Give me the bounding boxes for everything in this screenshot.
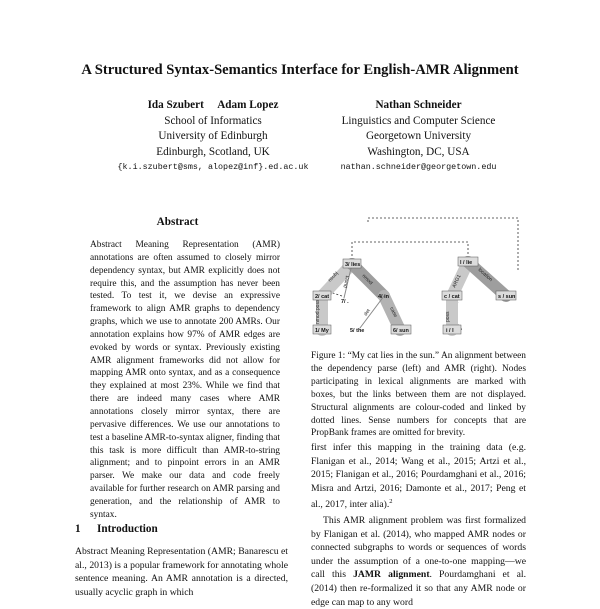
- edge-label: ARG1: [451, 273, 463, 289]
- caption-text: “My cat lies in the sun.” An alignment between the dependency parse (left) and AMR (right). Nodes participating in lexical alignments are marked with boxes, but the links between them are not displayed. Structural alignments are colour-coded and linked by dotted lines. Sense numbers for concepts that are PropBank frames are omitted for brevity.: [311, 351, 526, 439]
- caption-label: Figure 1:: [311, 351, 346, 361]
- figure-caption: [311, 350, 526, 440]
- dep-node: 3/ lies: [345, 262, 361, 268]
- institution-left: University of Edinburgh: [158, 130, 268, 142]
- section-heading: [75, 523, 158, 535]
- author-names-left: Ida Szubert Adam Lopez: [147, 99, 279, 111]
- author-block-left: [92, 98, 334, 176]
- affiliation-left: School of Informatics: [164, 114, 262, 127]
- paragraph-text: first infer this mapping in the training data (e.g. Flanigan et al., 2014; Wang et al., 2015; Artzi et al., 2015; Flanigan et al., 2016; Pourdamghani et al., 2016; Misra and Artzi, 2016; Damonte et al., 2017; Peng et al., 2017, inter alia).: [311, 442, 526, 511]
- alignment-figure: [300, 212, 535, 347]
- edge-label: det: [362, 308, 372, 318]
- footnote-mark: 2: [389, 498, 393, 506]
- intro-paragraph: Abstract Meaning Representation (AMR; Banarescu et al., 2013) is a popular framework for annotating whole sentence meaning. An AMR annotation is a directed, usually acyclic graph in which: [75, 546, 288, 598]
- location-left: Edinburgh, Scotland, UK: [156, 145, 270, 158]
- edge-label: nsubj: [327, 270, 340, 284]
- dep-node: 6/ sun: [393, 328, 409, 334]
- edge-label: poss: [445, 311, 451, 322]
- amr-node: i / I: [446, 328, 454, 334]
- dep-node: 2/ cat: [315, 294, 330, 300]
- edge-label: punct: [342, 275, 351, 289]
- paragraph-text: This AMR alignment problem was first formalized by Flanigan et al. (2014), who mapped AMR nodes or connected subgraphs to words or sequences of words under the assumption of a one-to-one mapping—we call this: [311, 515, 526, 581]
- affiliation-right: Linguistics and Computer Science: [341, 114, 496, 127]
- alignment-link: [368, 218, 518, 272]
- amr-node: l / lie: [460, 260, 473, 266]
- edge-label: case: [388, 306, 399, 319]
- edge-label: nmod: [360, 273, 374, 287]
- paragraph-text: . Pourdamghani et al. (2014) then re-formalized it so that any AMR node or edge can map to any word: [311, 569, 527, 608]
- section-number: 1: [75, 523, 81, 535]
- edge-label: nmod:poss: [315, 299, 321, 324]
- abstract-heading: Abstract: [156, 216, 199, 228]
- abstract-text: Abstract Meaning Representation (AMR) annotations are often assumed to closely mirror dependency syntax, but AMR explicitly does not require this, and the assumption has never been tested. To test it, we devise an expressive framework to align AMR graphs to dependency graphs, which we use to annotate 200 AMRs. Our annotation explains how 97% of AMR edges are evoked by words or syntax. Previously existing AMR alignment frameworks did not allow for mapping AMR onto syntax, and as a consequence they explained at most 23%. While we find that there are indeed many cases where AMR annotations closely mirror syntax, there are pervasive differences. We use our annotations to test a baseline AMR-to-syntax aligner, finding that this task is more difficult than AMR-to-string alignment; and to pinpoint errors in an AMR parser. We make our data and code freely available for further research on AMR parsing and generation, and the relationship of AMR to syntax.: [90, 240, 280, 520]
- term-jamr-alignment: JAMR alignment: [353, 569, 430, 581]
- right-column-paragraph-1: [311, 441, 526, 512]
- email-left: {k.i.szubert@sms, alopez@inf}.ed.ac.uk: [117, 162, 309, 172]
- dep-node: 4/ in: [378, 294, 390, 300]
- author-block-right: [301, 98, 536, 176]
- dep-node: 1/ My: [315, 328, 329, 334]
- location-right: Washington, DC, USA: [367, 145, 470, 158]
- email-right: nathan.schneider@georgetown.edu: [340, 162, 497, 172]
- institution-right: Georgetown University: [365, 130, 472, 142]
- dep-node: 7/ .: [341, 299, 349, 305]
- amr-node: c / cat: [444, 294, 460, 300]
- dep-node: 5/ the: [350, 328, 365, 334]
- edge-label: location: [476, 267, 494, 284]
- paper-title: A Structured Syntax-Semantics Interface for English-AMR Alignment: [81, 62, 519, 78]
- section-title: Introduction: [97, 523, 158, 535]
- alignment-link: [352, 242, 468, 264]
- right-column-paragraph-2: [311, 514, 526, 609]
- author-names-right: Nathan Schneider: [375, 99, 462, 111]
- amr-node: s / sun: [498, 294, 516, 300]
